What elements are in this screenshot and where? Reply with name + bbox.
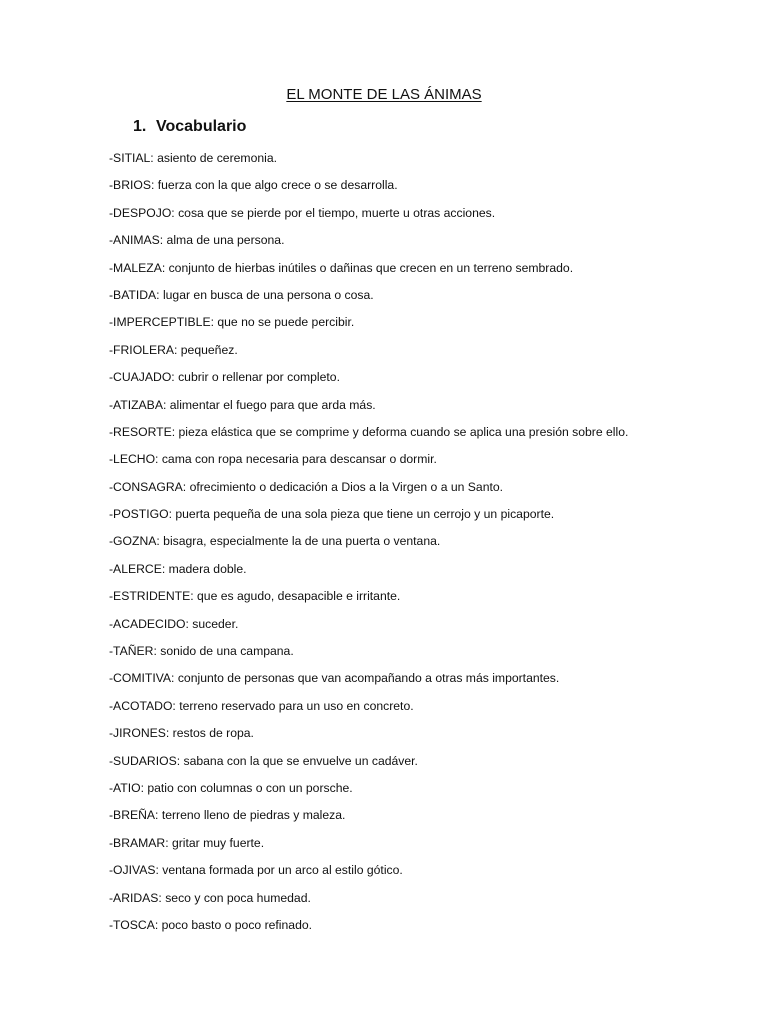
vocabulary-item: -ATIZABA: alimentar el fuego para que arda más. bbox=[109, 397, 376, 412]
vocabulary-item: -ATIO: patio con columnas o con un porsche. bbox=[109, 780, 353, 795]
vocabulary-item: -ESTRIDENTE: que es agudo, desapacible e irritante. bbox=[109, 589, 401, 604]
vocabulary-item: -CUAJADO: cubrir o rellenar por completo. bbox=[109, 370, 340, 385]
vocabulary-item: -ALERCE: madera doble. bbox=[109, 561, 247, 576]
vocabulary-item: -FRIOLERA: pequeñez. bbox=[109, 342, 238, 357]
vocabulary-item: -CONSAGRA: ofrecimiento o dedicación a Dios a la Virgen o a un Santo. bbox=[109, 479, 504, 494]
vocabulary-item: -RESORTE: pieza elástica que se comprime y deforma cuando se aplica una presión sobre ello. bbox=[109, 424, 629, 439]
vocabulary-item: -IMPERCEPTIBLE: que no se puede percibir. bbox=[109, 315, 355, 330]
vocabulary-item: -DESPOJO: cosa que se pierde por el tiempo, muerte u otras acciones. bbox=[109, 205, 496, 220]
vocabulary-item: -POSTIGO: puerta pequeña de una sola pieza que tiene un cerrojo y un picaporte. bbox=[109, 507, 555, 522]
vocabulary-item: -ARIDAS: seco y con poca humedad. bbox=[109, 890, 311, 905]
section-number: 1. bbox=[133, 118, 147, 135]
vocabulary-item: -LECHO: cama con ropa necesaria para descansar o dormir. bbox=[109, 452, 437, 467]
vocabulary-item: -TOSCA: poco basto o poco refinado. bbox=[109, 917, 313, 932]
vocabulary-list bbox=[109, 149, 628, 943]
vocabulary-item: -BRAMAR: gritar muy fuerte. bbox=[109, 835, 265, 850]
vocabulary-item: -GOZNA: bisagra, especialmente la de una puerta o ventana. bbox=[109, 534, 441, 549]
section-heading bbox=[133, 118, 246, 136]
document-title: EL MONTE DE LAS ÁNIMAS bbox=[286, 86, 482, 103]
vocabulary-item: -BREÑA: terreno lleno de piedras y maleza. bbox=[109, 808, 346, 823]
vocabulary-item: -JIRONES: restos de ropa. bbox=[109, 726, 254, 741]
vocabulary-item: -ACOTADO: terreno reservado para un uso en concreto. bbox=[109, 698, 414, 713]
vocabulary-item: -SUDARIOS: sabana con la que se envuelve un cadáver. bbox=[109, 753, 418, 768]
section-heading-text: Vocabulario bbox=[156, 118, 247, 135]
vocabulary-item: -OJIVAS: ventana formada por un arco al estilo gótico. bbox=[109, 863, 403, 878]
vocabulary-item: -MALEZA: conjunto de hierbas inútiles o dañinas que crecen en un terreno sembrado. bbox=[109, 260, 574, 275]
vocabulary-item: -BATIDA: lugar en busca de una persona o cosa. bbox=[109, 287, 374, 302]
vocabulary-item: -BRIOS: fuerza con la que algo crece o se desarrolla. bbox=[109, 178, 398, 193]
vocabulary-item: -TAÑER: sonido de una campana. bbox=[109, 644, 294, 659]
vocabulary-item: -ACADECIDO: suceder. bbox=[109, 616, 239, 631]
vocabulary-item: -SITIAL: asiento de ceremonia. bbox=[109, 151, 278, 165]
vocabulary-item: -ANIMAS: alma de una persona. bbox=[109, 233, 285, 248]
vocabulary-item: -COMITIVA: conjunto de personas que van acompañando a otras más importantes. bbox=[109, 671, 560, 686]
